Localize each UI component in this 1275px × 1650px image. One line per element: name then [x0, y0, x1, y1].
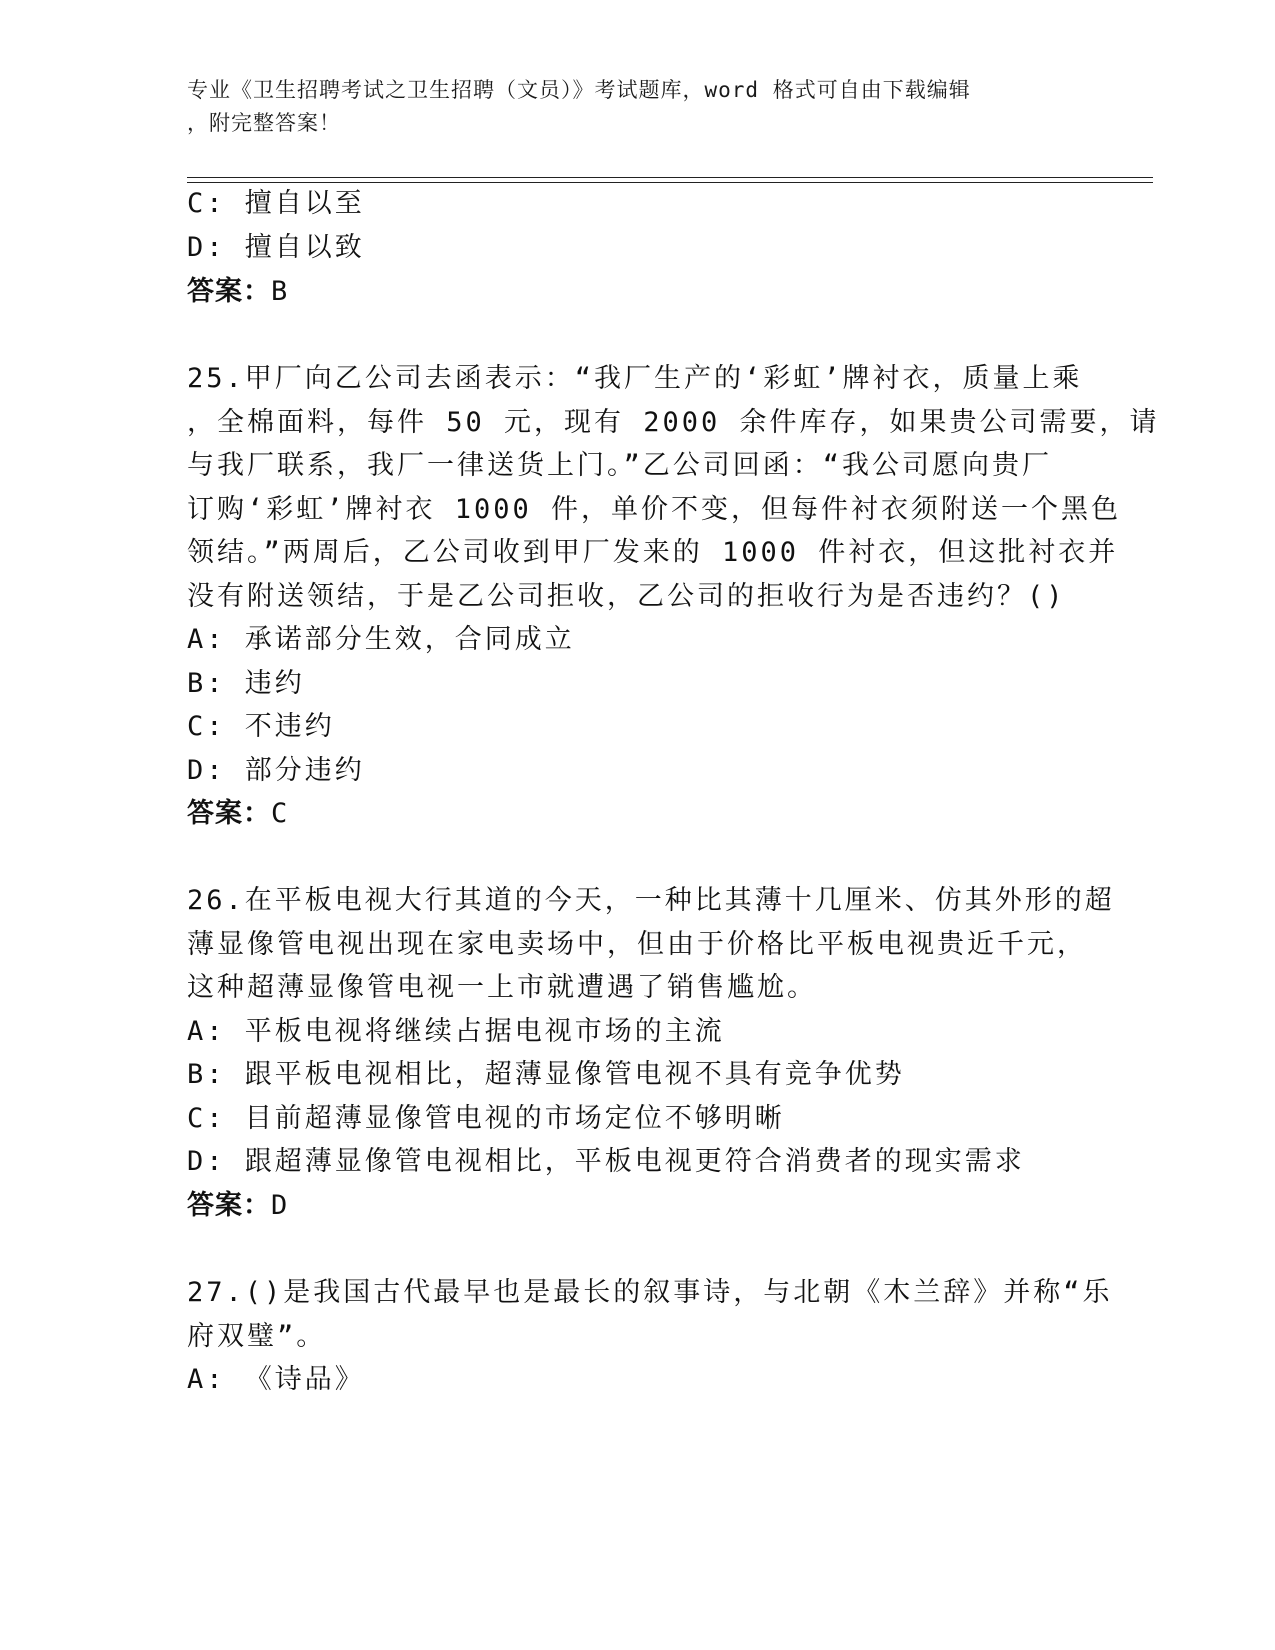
answer-value: B — [271, 276, 289, 307]
q25-answer — [187, 797, 288, 831]
q26-option-d: D: 跟超薄显像管电视相比，平板电视更符合消费者的现实需求 — [187, 1146, 1025, 1177]
q25-stem-line: ，全棉面料，每件 50 元，现有 2000 余件库存，如果贵公司需要，请 — [187, 407, 1160, 438]
q25-option-c: C: 不违约 — [187, 711, 335, 742]
q24-option-c: C: 擅自以至 — [187, 188, 365, 219]
q25-option-d: D: 部分违约 — [187, 755, 365, 786]
q25-stem-line: 没有附送领结，于是乙公司拒收，乙公司的拒收行为是否违约？() — [187, 581, 1066, 612]
q25-option-a: A: 承诺部分生效，合同成立 — [187, 624, 575, 655]
q26-stem-line: 这种超薄显像管电视一上市就遭遇了销售尴尬。 — [187, 972, 817, 1003]
q27-option-a: A: 《诗品》 — [187, 1364, 365, 1395]
answer-label: 答案： — [187, 798, 271, 829]
q27-stem-line: 府双璧”。 — [187, 1321, 327, 1352]
q24-option-d: D: 擅自以致 — [187, 232, 365, 263]
answer-value: C — [271, 798, 289, 829]
answer-value: D — [271, 1190, 289, 1221]
q26-stem-line: 26.在平板电视大行其道的今天，一种比其薄十几厘米、仿其外形的超 — [187, 885, 1115, 916]
header-divider — [187, 177, 1153, 178]
header-divider — [187, 182, 1153, 183]
q26-option-c: C: 目前超薄显像管电视的市场定位不够明晰 — [187, 1103, 785, 1134]
q27-stem-line: 27.()是我国古代最早也是最长的叙事诗，与北朝《木兰辞》并称“乐 — [187, 1277, 1113, 1308]
header-line: 专业《卫生招聘考试之卫生招聘（文员）》考试题库，word 格式可自由下载编辑 — [187, 78, 971, 102]
answer-label: 答案： — [187, 1190, 271, 1221]
q25-stem-line: 与我厂联系，我厂一律送货上门。”乙公司回函：“我公司愿向贵厂 — [187, 450, 1053, 481]
q26-stem-line: 薄显像管电视出现在家电卖场中，但由于价格比平板电视贵近千元， — [187, 929, 1087, 960]
page-header — [187, 74, 1067, 140]
answer-label: 答案： — [187, 276, 271, 307]
q25-stem-line: 订购‘彩虹’牌衬衣 1000 件，单价不变，但每件衬衣须附送一个黑色 — [187, 494, 1122, 525]
q24-answer — [187, 275, 288, 309]
q25-option-b: B: 违约 — [187, 668, 305, 699]
q26-option-a: A: 平板电视将继续占据电视市场的主流 — [187, 1016, 725, 1047]
q26-answer — [187, 1189, 288, 1223]
q25-stem-line: 25.甲厂向乙公司去函表示：“我厂生产的‘彩虹’牌衬衣，质量上乘 — [187, 363, 1083, 394]
q26-option-b: B: 跟平板电视相比，超薄显像管电视不具有竞争优势 — [187, 1059, 905, 1090]
q25-stem-line: 领结。”两周后，乙公司收到甲厂发来的 1000 件衬衣，但这批衬衣并 — [187, 537, 1119, 568]
header-line: ，附完整答案！ — [187, 111, 341, 135]
